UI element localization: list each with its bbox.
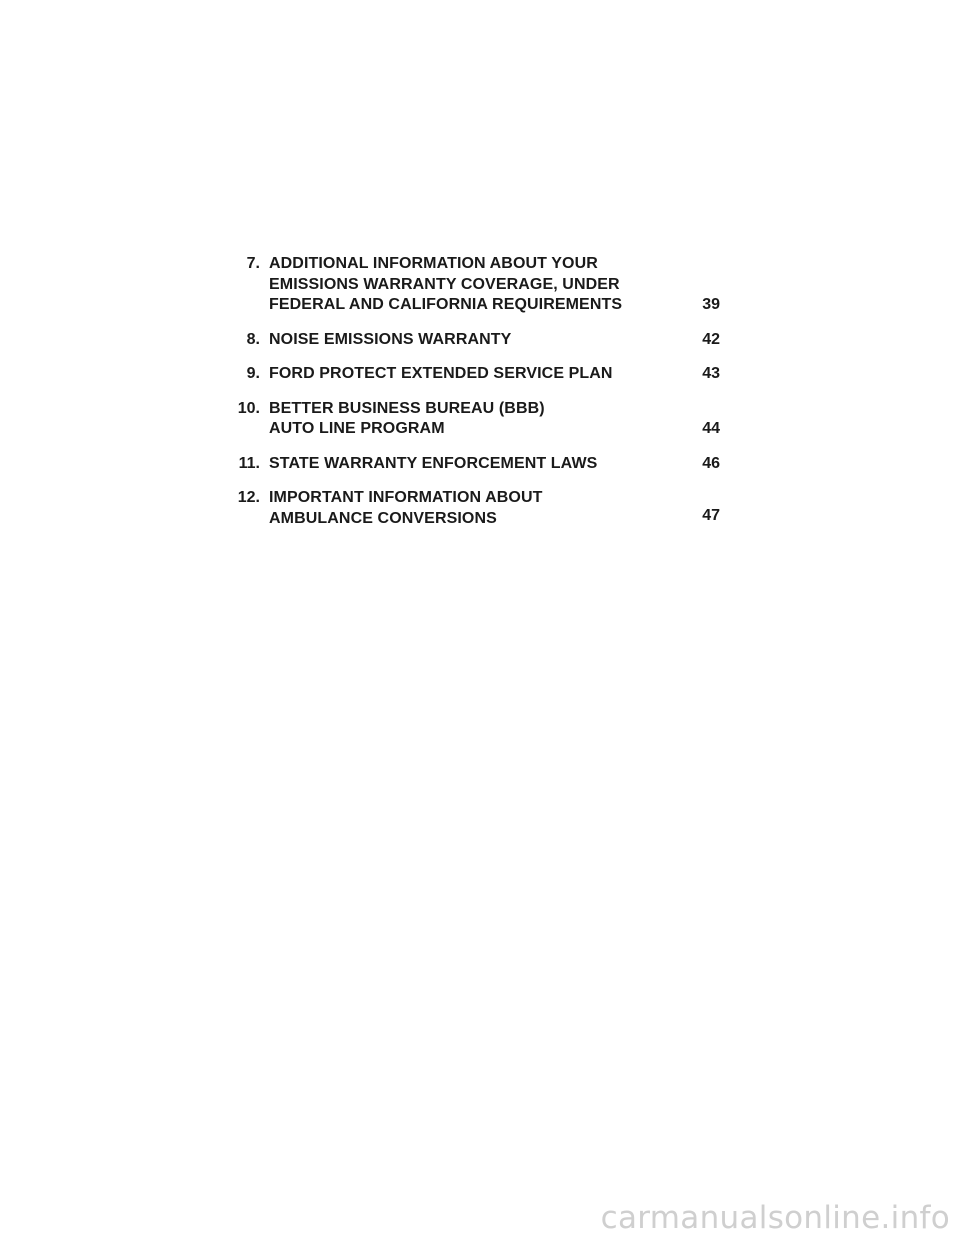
toc-entry-title: [269, 330, 680, 351]
toc-entry-title: [269, 399, 680, 440]
toc-entry-10[interactable]: [210, 399, 720, 440]
toc-entry-page: 42: [702, 330, 720, 348]
toc-entry-page: 43: [702, 365, 720, 382]
toc-entry-number: 10.: [237, 399, 260, 417]
toc-entry-9[interactable]: [210, 364, 720, 385]
toc-entry-title: [269, 488, 680, 529]
toc-entry-page: 47: [702, 506, 720, 524]
toc-entry-number: 9.: [246, 365, 260, 382]
toc-entry-8[interactable]: [210, 330, 720, 351]
watermark: carmanualsonline.info: [600, 1200, 950, 1236]
toc-entry-title-line: ADDITIONAL INFORMATION ABOUT YOUR: [269, 255, 598, 272]
toc-entry-title-line: IMPORTANT INFORMATION ABOUT: [269, 489, 543, 506]
toc-entry-number: 8.: [246, 330, 260, 348]
toc-entry-12[interactable]: [210, 488, 720, 529]
toc-entry-page: 39: [702, 296, 720, 313]
toc-entry-title-line: FORD PROTECT EXTENDED SERVICE PLAN: [269, 365, 613, 382]
toc-entry-number: 7.: [246, 255, 260, 272]
toc-entry-title-line: FEDERAL AND CALIFORNIA REQUIREMENTS: [269, 296, 623, 313]
toc-entry-7[interactable]: [210, 254, 720, 316]
toc-entry-title-line: NOISE EMISSIONS WARRANTY: [269, 330, 512, 348]
toc-entry-11[interactable]: [210, 454, 720, 475]
toc-entry-title-line: AUTO LINE PROGRAM: [269, 420, 445, 437]
toc-entry-title: [269, 454, 680, 475]
toc-entry-title: [269, 364, 680, 385]
toc-entry-title: [269, 254, 680, 316]
toc-entry-title-line: STATE WARRANTY ENFORCEMENT LAWS: [269, 454, 598, 472]
toc-entry-page: 46: [702, 454, 720, 472]
toc-entry-number: 12.: [237, 489, 260, 506]
toc-entry-title-line: EMISSIONS WARRANTY COVERAGE, UNDER: [269, 275, 620, 293]
toc-entry-number: 11.: [238, 454, 260, 472]
toc-entry-title-line: AMBULANCE CONVERSIONS: [269, 509, 497, 527]
table-of-contents: [210, 254, 720, 543]
toc-entry-title-line: BETTER BUSINESS BUREAU (BBB): [269, 399, 545, 417]
toc-entry-page: 44: [702, 420, 720, 437]
